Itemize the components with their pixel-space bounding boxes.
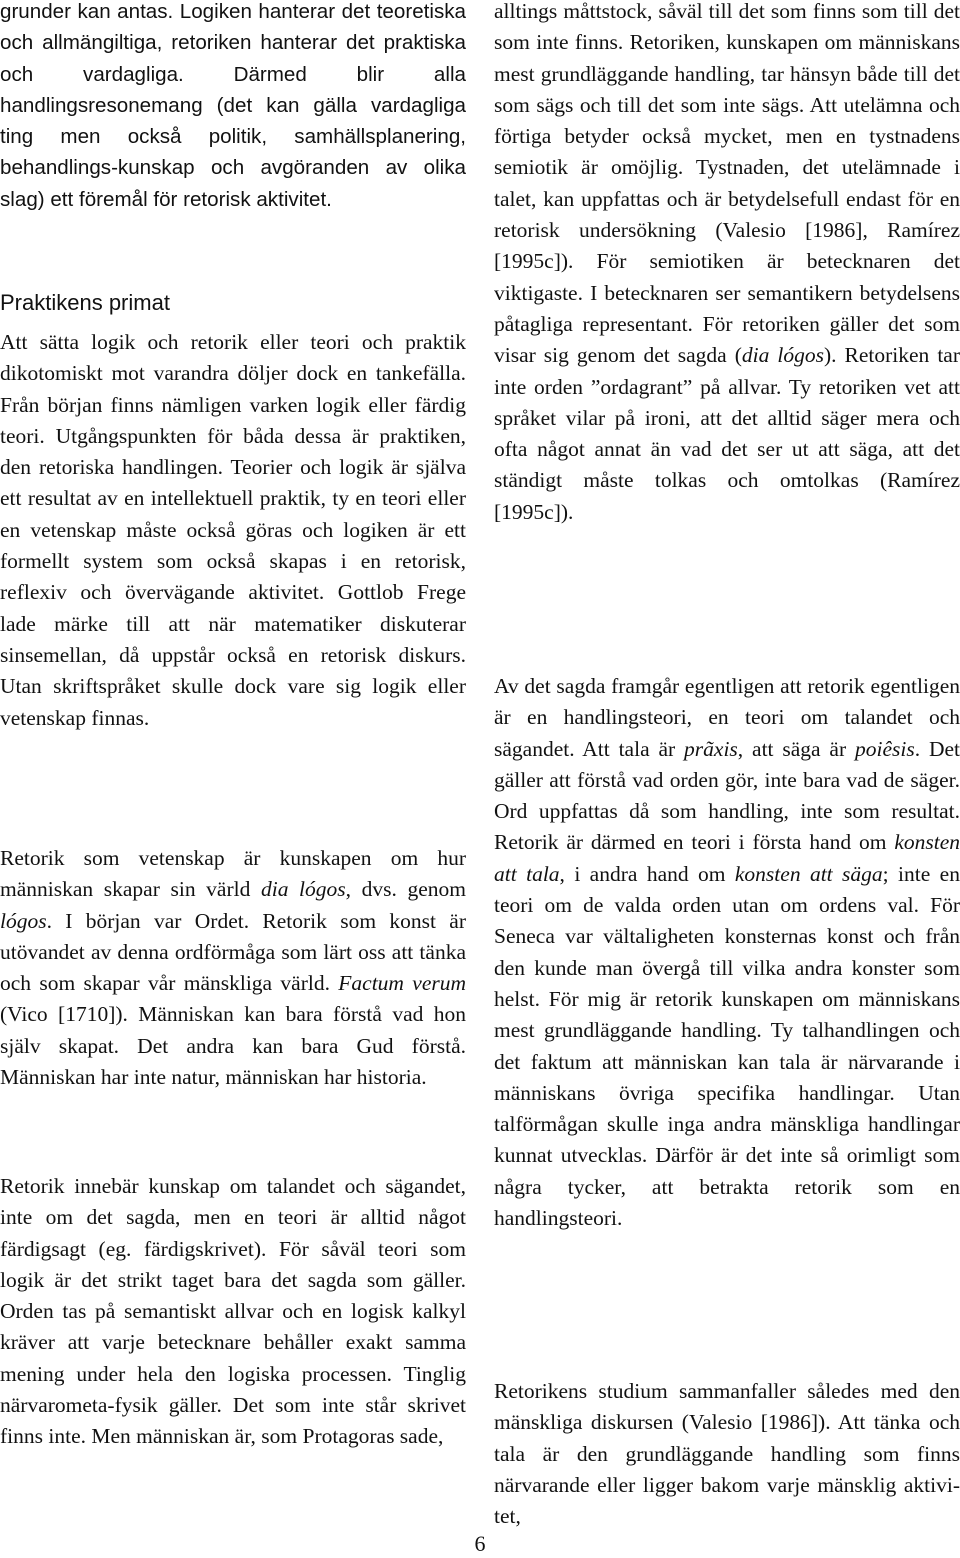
italic-term: dia lógos — [741, 343, 824, 368]
italic-term: prãxis — [684, 736, 738, 761]
italic-term: lógos — [0, 908, 47, 933]
italic-term: dia lógos — [260, 877, 346, 902]
paragraph-retorikens-studium: Retorikens studium sammanfaller således med den mänskliga diskursen (Valesio [1986]). Att tänka och tala är den grundläggande handling som finns närvarande eller ligger bakom varje mänsklig aktivi-tet, — [494, 1379, 960, 1529]
section-heading: Praktikens primat — [0, 290, 170, 315]
text-run: , att säga är — [737, 736, 855, 761]
paragraph-retorik-vetenskap — [0, 843, 466, 1093]
text-run: . Det gäller att förstå vad orden gör, inte bara vad de säger. Ord uppfattas då som handling, inte som resultat. Retorik är därmed en teori i första hand om — [494, 736, 960, 855]
italic-term: Factum verum — [338, 971, 467, 996]
text-run: Av det sagda framgår egentligen att retorik egentligen är en handlingsteori, en teori om talandet och sägandet. Att tala är — [494, 674, 960, 761]
text-run: alltings måttstock, såväl till det som finns som till det som inte finns. Retoriken, kunskapen om människans mest grundläggande handling, tar hänsyn både till det som sägs och till det som inte sägs. Att utelämna och förtiga betyder också mycket, men en tystnadens semiotik är omöjlig. Tystnaden, det utelämnade i talet, kan uppfattas och är betydelsefull endast för en retorisk undersökning (Valesio [1986], Ramírez [1995c]). För semiotiken är betecknaren det viktigaste. I betecknaren ser semantikern betydelsens påtagliga representant. För retoriken gäller det som visar sig genom det sagda ( — [494, 0, 960, 368]
italic-term: poiêsis — [854, 736, 915, 761]
text-run: . I början var Ordet. Retorik som konst är utövandet av denna ordförmåga som lärt oss att tänka och som skapar vår mänskliga värld. — [0, 908, 466, 996]
text-run: , dvs. genom — [345, 877, 466, 902]
text-run: Retorik som vetenskap är kunskapen om hur människan skapar sin värld — [0, 846, 466, 902]
italic-term: konsten att tala — [494, 830, 960, 886]
paragraph-alltings-mattstock — [494, 0, 960, 528]
italic-term: konsten att säga — [734, 861, 883, 886]
page-number: 6 — [474, 1531, 486, 1556]
paragraph-retorik-talandet: Retorik innebär kunskap om talandet och sägandet, inte om det sagda, men en teori är alltid något färdigsagt (eg. färdigskrivet). För såväl teori som logik är det strikt taget bara det sagda som gäller. Orden tas på semantiskt allvar och en logisk kalkyl kräver att varje betecknare behåller exakt samma mening under hela den logiska processen. Tinglig närvarometa-fysik gäller. Det som inte står skrivet finns inte. Men människan är, som Protagoras sade, — [0, 1174, 466, 1449]
paragraph-praktikens-primat: Att sätta logik och retorik eller teori och praktik dikotomiskt mot varandra döljer dock en tankefälla. Från början finns nämligen varken logik eller färdig teori. Utgångspunkten för båda dessa är praktiken, den retoriska handlingen. Teorier och logik är själva ett resultat av en intellektuell praktik, ty en teori eller en vetenskap måste också göras och logiken är ett formellt system som också skapas i en retorisk, reflexiv och övervägande aktivitet. Gottlob Frege lade märke till att när matematiker diskuterar sinsemellan, då uppstår också en retorisk diskurs. Utan skriftspråket skulle dock vare sig logik eller vetenskap finnas. — [0, 330, 466, 730]
paragraph-handlingsteori — [494, 671, 960, 1234]
text-run: (Vico [1710]). Människan kan bara förstå vad hon själv skapat. Det andra kan bara Gud förstå. Människan har inte natur, människan har historia. — [0, 1002, 466, 1090]
text-run: ; inte en teori om de valda orden utan om ordens val. För Seneca var vältaligheten konsternas konst och från den kunde man övergå till vilka andra konster som helst. För mig är retorik kunskapen om människans mest grundläggande handling. Ty talhandlingen och det faktum att människan kan tala är närvarande i människans övriga specifika handlingar. Utan talförmågan skulle inga andra mänskliga handlingar kunnat utvecklas. Därför är det inte så orimligt som några tycker, att betrakta retorik som en handlingsteori. — [494, 861, 960, 1231]
text-run: ). Retoriken tar inte orden ”ordagrant” på allvar. Ty retoriken vet att språket vilar på ironi, att det alltid säger mera och ofta något annat än vad det ser ut att säga, att det ständigt måste tolkas och omtolkas (Ramírez [1995c]). — [494, 343, 960, 524]
paragraph-logic-rhetoric: grunder kan antas. Logiken hanterar det teoretiska och allmängiltiga, retoriken hanterar det praktiska och vardagliga. Därmed blir alla handlingsresonemang (det kan gälla vardagliga ting men också politik, samhällsplanering, behandlings-kunskap och avgöranden av olika slag) ett föremål för retorisk aktivitet. — [0, 0, 466, 211]
text-run: , i andra hand om — [559, 861, 735, 886]
